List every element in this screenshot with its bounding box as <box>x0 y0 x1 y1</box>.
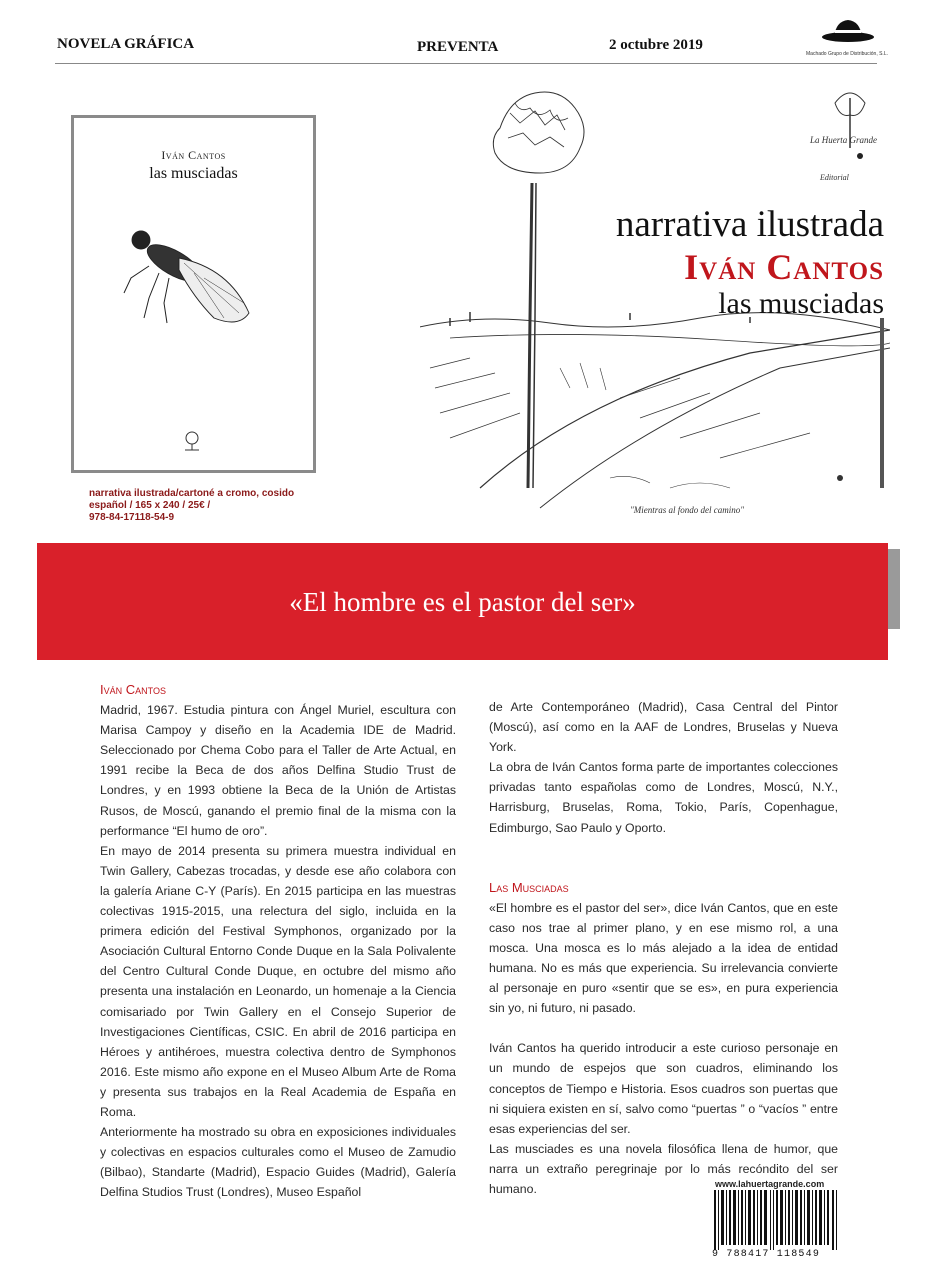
tree-logo-icon <box>835 93 865 159</box>
cover-author: Iván Cantos <box>161 148 226 162</box>
publisher-name: Machado Grupo de Distribución, S.L. <box>806 51 888 57</box>
specs-line-3: 978-84-17118-54-9 <box>89 512 175 523</box>
fly-illustration-icon <box>119 218 269 348</box>
specs-line-1: narrativa ilustrada/cartoné a cromo, cosido <box>89 488 295 499</box>
header-divider <box>55 63 877 64</box>
bio-column <box>100 680 456 1202</box>
headline-author: Iván Cantos <box>684 247 884 287</box>
barcode-icon <box>712 1190 840 1250</box>
header-status: PREVENTA <box>417 39 499 55</box>
bio-paragraph: En mayo de 2014 presenta su primera muestra individual en Twin Gallery, Cabezas trocadas, y desde ese año colabora con la galería Ariane C-Y (París). En 2015 participa en las muestras colectivas 1915-2015, una relectura del siglo, incluida en la primera edición del Festival Symphonos, organizado por la Asociación Cultural Entorno Conde Duque en la Sala Polivalente del Centro Cultural Conde Duque, en octubre del mismo año presenta una instalación en Leonardo, un homenaje a la Ciencia comisariado por Twin Gallery en el Consejo Superior de Investigaciones Científicas, CSIC. En abril de 2016 participa en Héroes y antihéroes, muestra colectiva dentro de Symphonos 2016. Este mismo año expone en el Museo Album Arte de Roma y presenta sus trabajos en la Real Academia de España en Roma. <box>100 843 456 1119</box>
quote-banner <box>37 543 888 660</box>
synopsis-paragraph: Las musciades es una novela filosófica llena de humor, que narra un extraño peregrinaje por lo más recóndito del ser humano. <box>489 1141 838 1196</box>
bio-title: Iván Cantos <box>100 682 166 697</box>
website-url: www.lahuertagrande.com <box>715 1179 825 1189</box>
headline-genre: narrativa ilustrada <box>615 204 884 245</box>
cover-tree-icon <box>179 430 205 452</box>
illustration-logo-text: La Huerta Grande <box>810 135 877 145</box>
synopsis-paragraph: «El hombre es el pastor del ser», dice Iván Cantos, que en este caso nos trae al primer plano, y en ese mismo rol, a una mosca. Una mosca es lo más alejado a la idea de entidad humana. No es más que experiencia. Su irrelevancia convierte al personaje en puro «sentir que se es», en pura experiencia sin yo, ni futuro, ni pasado. <box>489 900 838 1016</box>
illustration-caption: "Mientras al fondo del camino" <box>630 505 745 515</box>
synopsis-paragraph: Iván Cantos ha querido introducir a este curioso personaje en un mundo de espejos que son cuadros, eliminando los conceptos de Tiempo e Historia. Esos cuadros son puertas que ni siquiera existen en sí, salvo como “puertas ” o “vacíos ” entre esas experiencias del ser. <box>489 1041 838 1136</box>
bio-paragraph: Anteriormente ha mostrado su obra en exposiciones individuales y colectivas en espacios culturales como el Museo de Zamudio (Bilbao), Standarte (Madrid), Espacio Guides (Madrid), Galería Delfina Studios Trust (Londres), Museo Español <box>100 1125 456 1200</box>
bio-paragraph: de Arte Contemporáneo (Madrid), Casa Central del Pintor (Moscú), así como en la AAF de Londres, Bruselas y Nueva York. <box>489 700 838 755</box>
specs-line-2: español / 165 x 240 / 25€ / <box>89 500 211 511</box>
quote-text: «El hombre es el pastor del ser» <box>289 587 636 617</box>
headline-title: las musciadas <box>718 287 884 320</box>
header-category: NOVELA GRÁFICA <box>57 36 195 52</box>
book-specs <box>89 488 294 524</box>
barcode-number: 9 788417 118549 <box>712 1249 821 1260</box>
bio-paragraph: Madrid, 1967. Estudia pintura con Ángel Muriel, escultura con Marisa Campoy y diseño en la Academia IDE de Madrid. Seleccionado por Chema Cobo para el Taller de Arte Actual, en 1991 recibe la Beca de dos años Delfina Studio Trust de Londres, y en 1993 obtiene la Beca de la Unión de Artistas Rusos, de Moscú, ganando el premio final de la misma con la performance “El humo de oro”. <box>100 703 456 838</box>
synopsis-column <box>489 697 838 1199</box>
bio-paragraph: La obra de Iván Cantos forma parte de importantes colecciones privadas tanto españolas como de Londres, Moscú, N.Y., Harrisburg, Bruselas, Roma, Tokio, París, Copenhague, Edimburgo, Sao Paulo y Oporto. <box>489 760 838 835</box>
cover-title: las musciadas <box>149 165 238 182</box>
synopsis-title: Las Musciadas <box>489 879 569 895</box>
header-date: 2 octubre 2019 <box>609 37 703 53</box>
illustration-logo-sub: Editorial <box>820 173 849 182</box>
book-cover <box>71 115 316 473</box>
